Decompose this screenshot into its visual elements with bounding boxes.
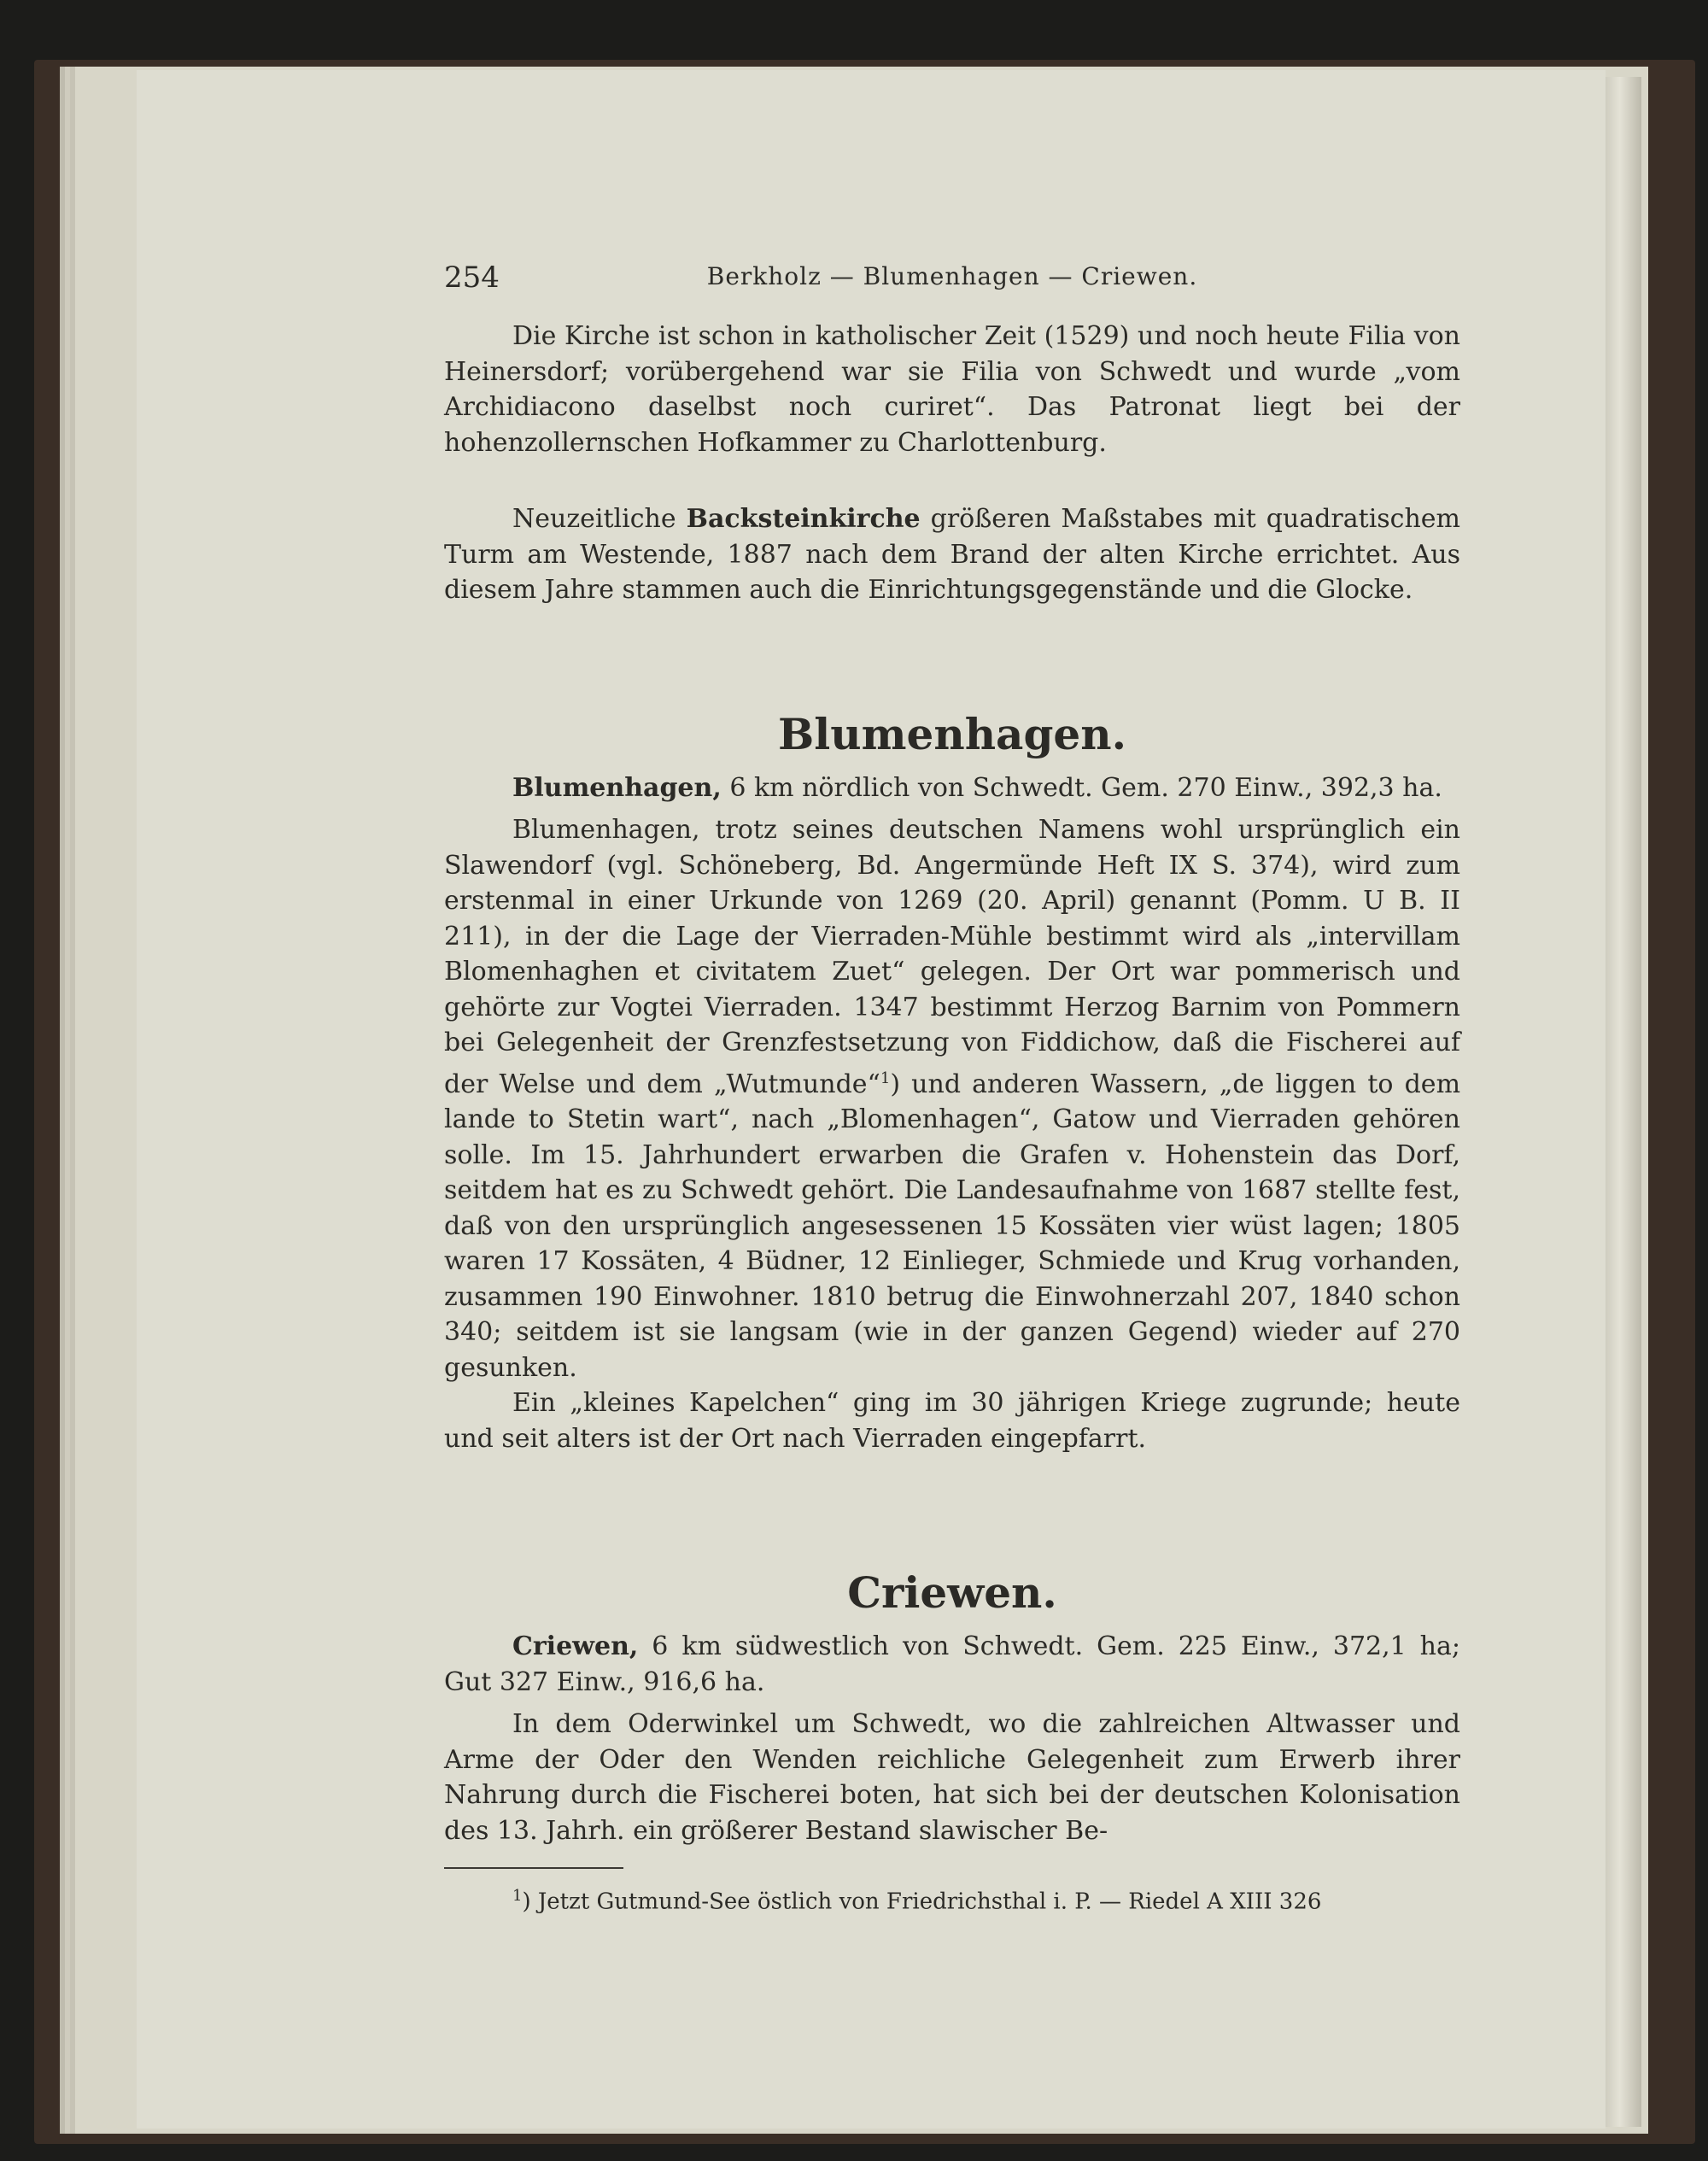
page-header xyxy=(444,252,1460,295)
blumenhagen-paragraph-1: Blumenhagen, trotz seines deutschen Namens wohl ursprünglich ein Slawendorf (vgl. Schöneberg, Bd. Angermünde Heft IX S. 374), wird zum erstenmal in einer Urkunde von 1269 (20. April) genannt (Pomm. U B. II 211), in der die Lage der Vierraden-Mühle bestimmt wird als „intervillam Blomenhaghen et civitatem Zuet“ gelegen. Der Ort war pommerisch und gehörte zur Vogtei Vierraden. 1347 bestimmt Herzog Barnim von Pommern bei Gelegenheit der Grenzfestsetzung von Fiddichow, daß die Fischerei auf der Welse und dem „Wutmunde“$^1$) und anderen Wassern, „de liggen to dem lande to Stetin wart“, nach „Blomenhagen“, Gatow und Vierraden gehören solle. Im 15. Jahrhundert erwarben die Grafen v. Hohenstein das Dorf, seitdem hat es zu Schwedt gehört. Die Landesaufnahme von 1687 stellte fest, daß von den ursprünglich angesessenen 15 Kossäten vier wüst lagen; 1805 waren 17 Kossäten, 4 Büdner, 12 Einlieger, Schmiede und Krug vorhanden, zusammen 190 Einwohner. 1810 betrug die Einwohnerzahl 207, 1840 schon 340; seitdem ist sie langsam (wie in der ganzen Gegend) wieder auf 270 gesunken. xyxy=(444,815,1461,1383)
footnote-ref: 1 xyxy=(880,1069,891,1087)
criewen-paragraph-1: In dem Oderwinkel um Schwedt, wo die zahlreichen Altwasser und Arme der Oder den Wenden reichliche Gelegenheit zum Erwerb ihrer Nahrung durch die Fischerei boten, hat sich bei der deutschen Kolonisation des 13. Jahrh. ein größerer Bestand slawischer Be- xyxy=(444,1709,1460,1846)
blumenhagen-lead: Blumenhagen, 6 km nördlich von Schwedt. Gem. 270 Einw., 392,3 ha. xyxy=(512,772,1442,803)
running-head: Berkholz — Blumenhagen — Criewen. xyxy=(706,262,1198,290)
berkholz-paragraph-2: Neuzeitliche Backsteinkirche größeren Maßstabes mit quadratischem Turm am Westende, 1887 nach dem Brand der alten Kirche errichtet. Aus diesem Jahre stammen auch die Einrichtungsgegenstände und die Glocke. xyxy=(444,504,1461,605)
page-content xyxy=(444,252,1460,1918)
blumenhagen-paragraph-2: Ein „kleines Kapelchen“ ging im 30 jährigen Kriege zugrunde; heute und seit alters ist der Ort nach Vierraden eingepfarrt. xyxy=(444,1388,1460,1454)
section-title-criewen: Criewen. xyxy=(847,1567,1057,1618)
footnote-rule xyxy=(444,1867,623,1869)
berkholz-paragraph-1: Die Kirche ist schon in katholischer Zeit (1529) und noch heute Filia von Heinersdorf; vorübergehend war sie Filia von Schwedt und wurde „vom Archidiacono daselbst noch curiret“. Das Patronat liegt bei der hohenzollernschen Hofkammer zu Charlottenburg. xyxy=(444,321,1460,458)
backsteinkirche-term: Backsteinkirche xyxy=(686,504,921,534)
facing-page-edge xyxy=(1606,77,1641,2127)
page-number: 254 xyxy=(444,261,500,295)
footnote: $^1$) Jetzt Gutmund-See östlich von Friedrichsthal i. P. — Riedel A XIII 326 xyxy=(512,1887,1322,1915)
criewen-lead: Criewen, 6 km südwestlich von Schwedt. Gem. 225 Einw., 372,1 ha; Gut 327 Einw., 916,6 ha. xyxy=(444,1631,1460,1697)
section-title-blumenhagen: Blumenhagen. xyxy=(778,708,1126,759)
